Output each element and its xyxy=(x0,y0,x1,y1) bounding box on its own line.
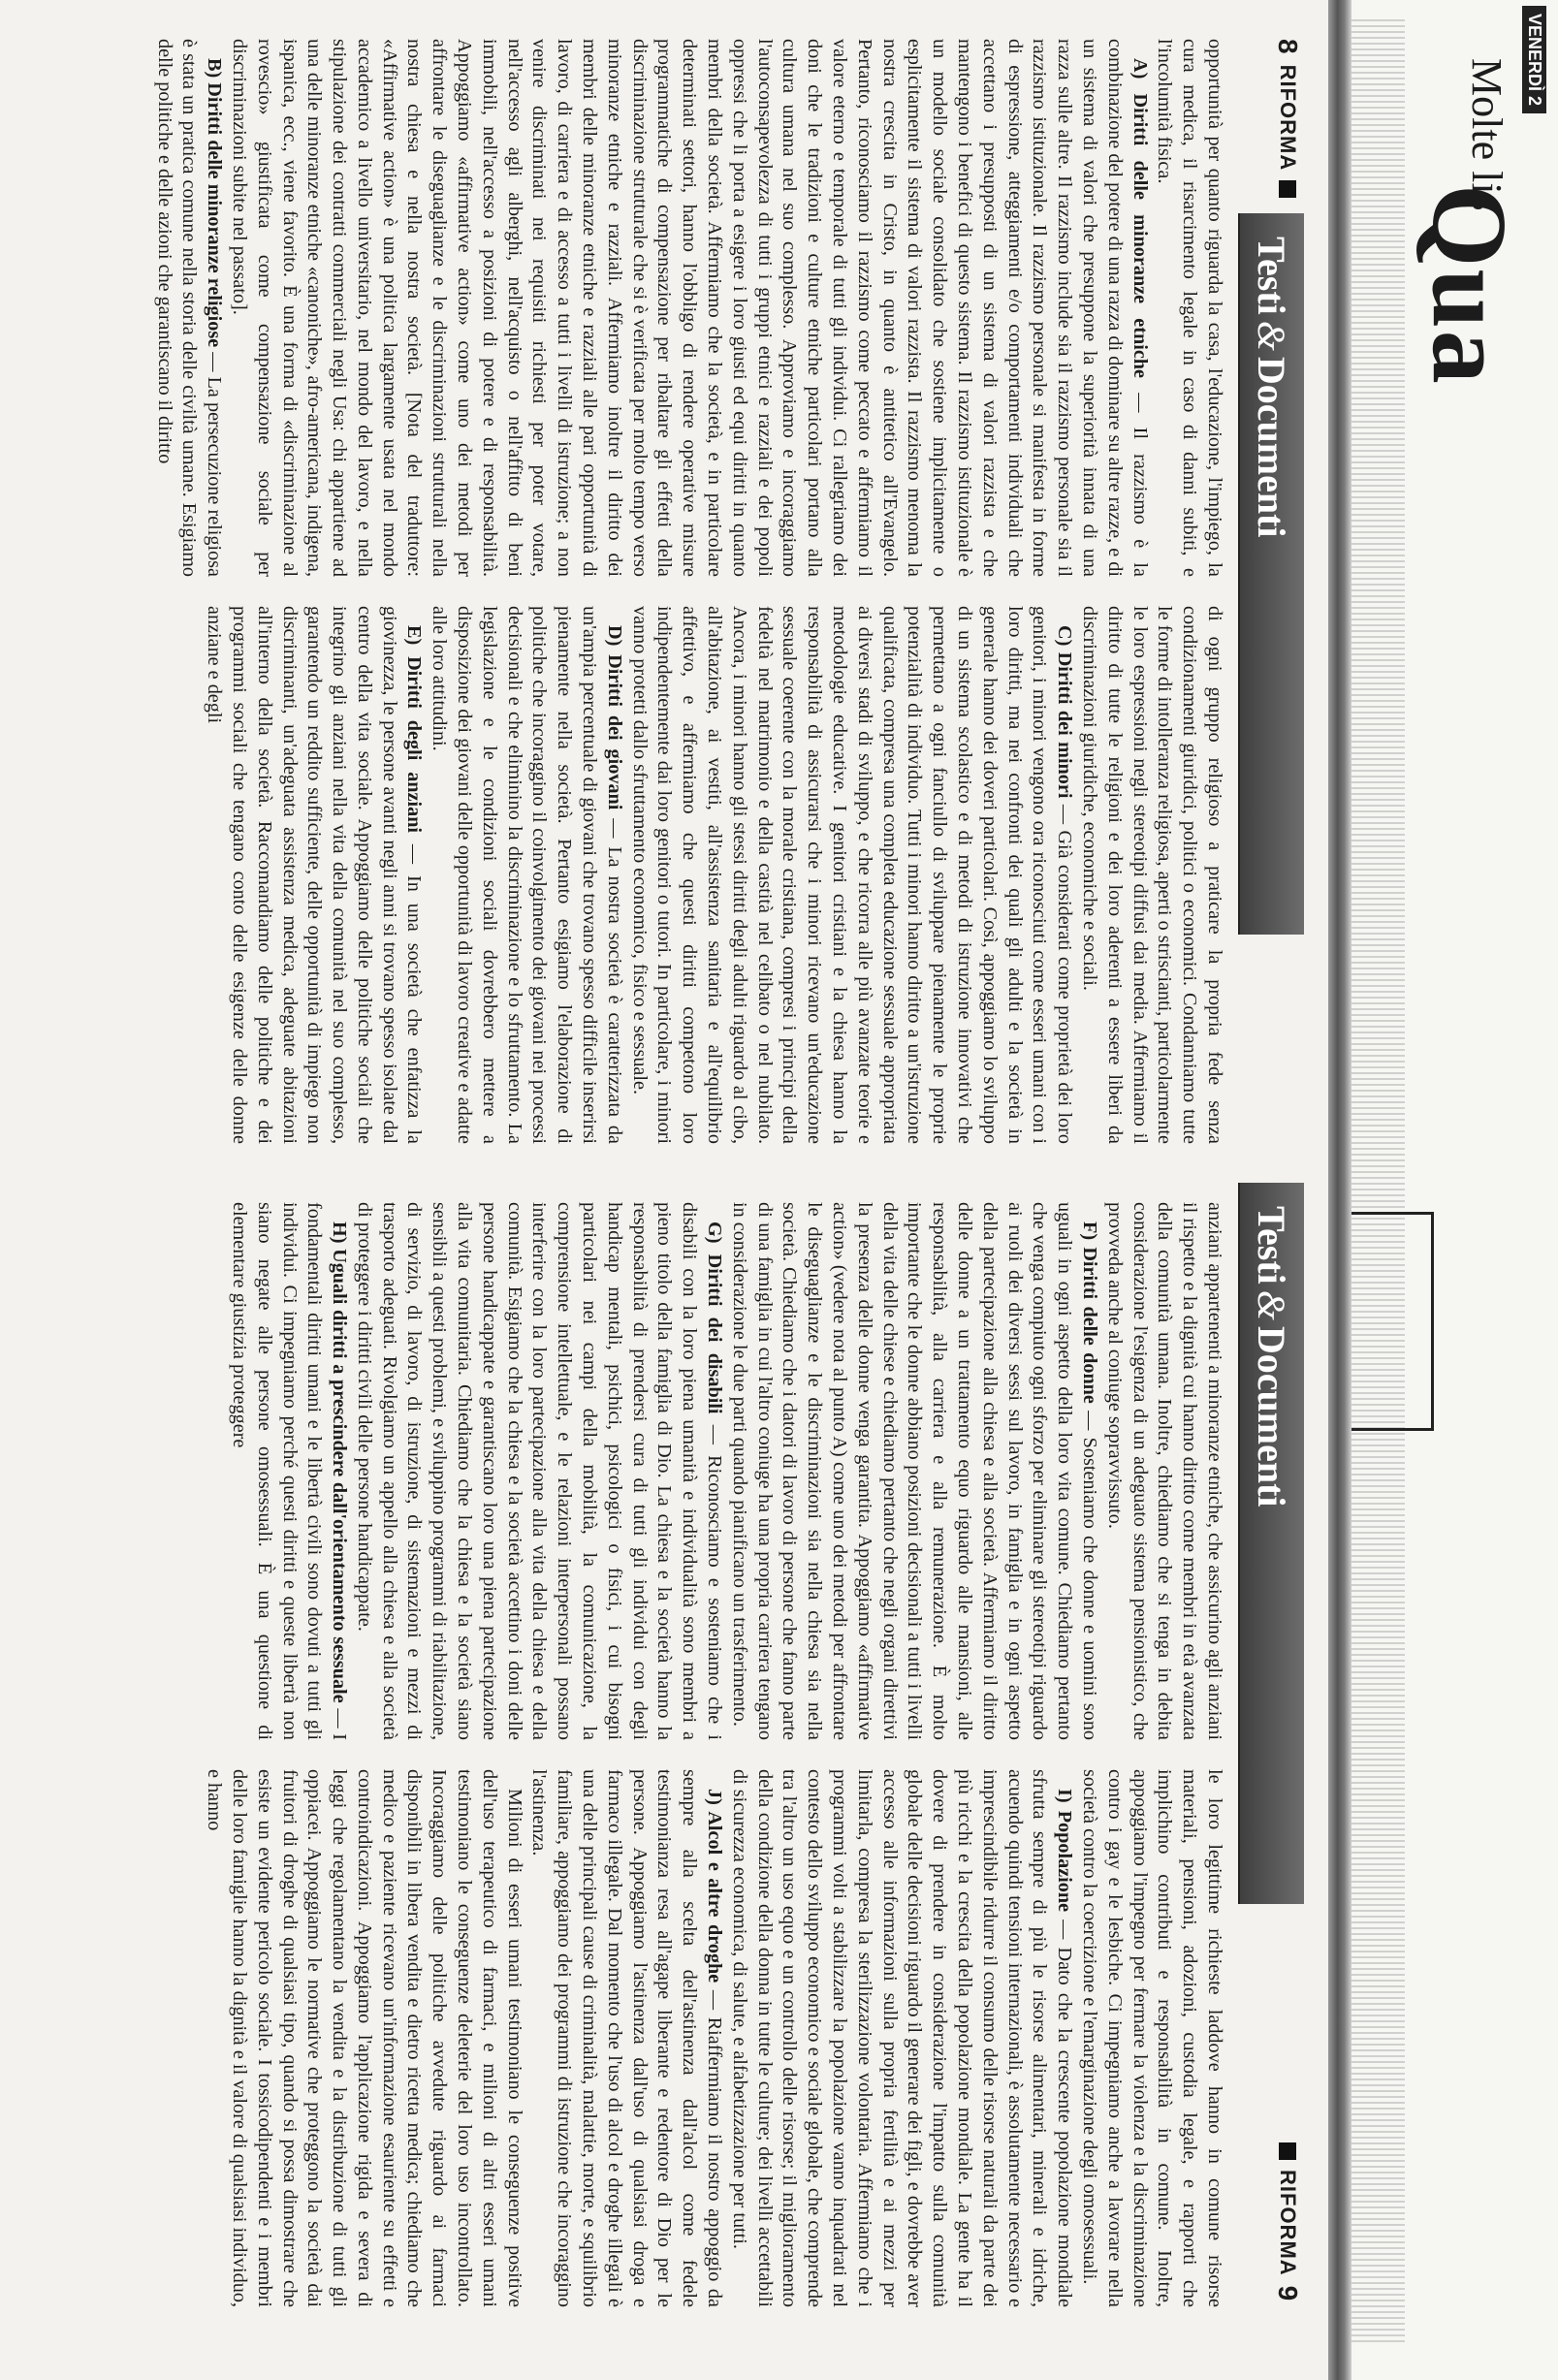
section-paragraph xyxy=(351,1202,726,1740)
text-column-4 xyxy=(44,1769,1226,2307)
paragraph-text: — La nostra società è caratterizzata da un'ampia percentuale di giovani che trovano spesso difficile inserirsi pienamente nella società. Pertanto esigiamo l'elaborazione di politiche che incoraggino il coinvolgimento dei giovani nei processi decisionali e che eliminino la discriminazione e lo sfruttamento. La legislazione e le condizioni sociali dovrebbero mettere a disposizione dei giovani delle opportunità di lavoro creative e adatte alle loro attitudini. xyxy=(429,606,625,1144)
section-banner-right xyxy=(1240,1183,1304,1904)
section-paragraph xyxy=(726,1202,1101,1740)
adjacent-boxed-item xyxy=(1351,1212,1434,1431)
tab-marker xyxy=(1279,2142,1296,2160)
section-heading: A) Diritti delle minoranze etniche xyxy=(1129,58,1151,378)
article-body xyxy=(44,39,1226,2346)
paragraph-text: — Sosteniamo che donne e uomini sono uguali in ogni aspetto della loro vita comune. Chiediamo pertanto che venga compiuto ogni sforzo per eliminare gli stereotipi riguardo ai ruoli dei diversi sessi sul lavoro, in famiglia e in ogni aspetto della partecipazione alla chiesa e alla società. Affermiamo il diritto delle donne a un trattamento equo riguardo alle mansioni, alle responsabilità, alla carriera e alla remunerazione. È molto importante che le donne abbiano posizioni decisionali a tutti i livelli della vita delle chiese e chiediamo pertanto che negli organi direttivi la presenza delle donne venga garantita. Appoggiamo «affirmative action» (vedere nota al punto A) come uno dei metodi per affrontare le diseguaglianze e le discriminazioni sia nella chiesa sia nella società. Chiediamo che i datori di lavoro di persone che fanno parte di una famiglia in cui l'altro coniuge ha una propria carriera tengano in considerazione le due parti quando pianificano un trasferimento. xyxy=(728,1202,1101,1740)
page-tab-right xyxy=(1271,2142,1304,2336)
section-heading: J) Alcol e altre droghe xyxy=(704,1789,726,1983)
text-column-3 xyxy=(44,1202,1226,1740)
paragraph-text: — In una società che enfatizza la giovinezza, le persone avanti negli anni si trovano spesso isolate dal centro della vita sociale. Appoggiamo delle politiche sociali che integrino gli anziani nella vita della comunità nel suo complesso, garantendo un reddito sufficiente, delle opportunità di impiego non discriminanti, un'adeguata assistenza medica, adeguate abitazioni all'interno della società. Raccomandiamo delle politiche e dei programmi sociali che tengano conto delle esigenze delle donne anziane e degli xyxy=(204,606,426,1144)
body-paragraph xyxy=(1101,1202,1226,1740)
body-paragraph xyxy=(1152,39,1226,577)
section-paragraph xyxy=(201,606,426,1144)
adjacent-text-lines xyxy=(1351,19,1405,2346)
body-paragraph xyxy=(201,1769,525,2307)
section-paragraph xyxy=(427,606,626,1144)
banner-ampersand: & xyxy=(1250,1289,1294,1320)
section-paragraph xyxy=(626,606,1076,1144)
adjacent-date: VENERDÌ 2 xyxy=(1522,6,1546,113)
section-heading: B) Diritti delle minoranze religiose xyxy=(204,58,226,348)
paragraph-text: — Già considerati come proprietà dei loro genitori, i minori vengono ora riconosciuti come esseri umani con i loro diritti, ma nei confronti dei quali gli adulti e la società in generale hanno dei doveri particolari. Così, appoggiamo lo sviluppo di un sistema scolastico e di metodi di istruzione innovativi che permettano a ogni fanciullo di sviluppare pienamente le proprie potenzialità di individuo. Tutti i minori hanno diritto a un'istruzione qualificata, compresa una completa educazione sessuale appropriata ai diversi stadi di sviluppo, e che ricorra alle più avanzate teorie e metodologie educative. I genitori cristiani e la chiesa hanno la responsabilità di assicurarsi che i minori ricevano un'educazione sessuale coerente con la morale cristiana, compresi i principi della fedeltà nel matrimonio e della castità nel celibato o nel nubilato. Ancora, i minori hanno gli stessi diritti degli adulti riguardo al cibo, all'abitazione, ai vestiti, all'assistenza sanitaria e all'equilibrio affettivo, e affermiamo che questi diritti competono loro indipendentemente dai loro genitori o tutori. In particolare, i minori vanno protetti dallo sfruttamento economico, fisico e sessuale. xyxy=(628,606,1076,1144)
paragraph-text: — Riaffermiamo il nostro appoggio da sempre alla scelta dell'astinenza dall'alcol come fedele testimonianza resa all'agape liberante e redentore di Dio per le persone. Appoggiamo l'astinenza dall'uso di qualsiasi droga e farmaco illegale. Dal momento che l'uso di alcol e droghe illegali è una delle principali cause di criminalità, malattie, morte, e squilibrio familiare, appoggiamo dei programmi di istruzione che incoraggino l'astinenza. xyxy=(528,1769,726,2307)
section-heading: H) Uguali diritti a prescindere dall'orientamento sessuale xyxy=(329,1222,351,1703)
page-tab-left xyxy=(1271,39,1304,233)
paragraph-text: — Il razzismo è la combinazione del potere di una razza di dominare su altre razze, e di un sistema di valori che presuppone la superiorità innata di una razza sulle altre. Il razzismo include sia il razzismo personale sia il razzismo istituzionale. Il razzismo personale si manifesta in forme di espressione, atteggiamenti e/o comportamenti individuali che accettano i presupposti di un sistema di valori razzista e che mantengono i benefici di questo sistema. Il razzismo istituzionale è un modello sociale consolidato che sostiene implicitamente o esplicitamente il sistema di valori razzista. Il razzismo menoma la nostra crescita in Cristo, in quanto è antitetico all'Evangelo. Pertanto, riconosciamo il razzismo come peccato e affermiamo il valore eterno e temporale di tutti gli individui. Ci rallegriamo dei doni che le tradizioni e culture etniche particolari portano alla cultura umana nel suo complesso. Approviamo e incoraggiamo l'autoconsapevolezza di tutti i gruppi etnici e razziali e dei popoli oppressi che li porta a esigere i loro giusti ed equi diritti in quanto membri della società. Affermiamo che la società, e in particolare determinati settori, hanno l'obbligo di rendere operative misure programmatiche di compensazione per ribaltare gli effetti della discriminazione strutturale che si è verificata per molto tempo verso minoranze etniche e razziali. Affermiamo inoltre il diritto dei membri delle minoranze etniche e razziali alle pari opportunità di lavoro, di carriera e di accesso a tutti i livelli di istruzione; a non venire discriminati nei requisiti richiesti per poter votare, nell'accesso agli alberghi, nell'acquisto o nell'affitto di beni immobili, nell'accesso a posizioni di potere e di responsabilità. Appoggiamo «affirmative action» come uno dei metodi per affrontare le diseguaglianze e le discriminazioni strutturali nella nostra chiesa e nella nostra società. [Nota del traduttore: «Affirmative action» è una politica largamente usata nel mondo accademico a livello universitario, nel mondo del lavoro, e nella stipulazione dei contratti commerciali negli Usa: chi appartiene ad una delle minoranze etniche «canoniche», afro-americana, indigena, ispanica, ecc., viene favorito. È una forma di «discriminazione al rovescio» giustificata come compensazione sociale per discriminazioni subite nel passato]. xyxy=(228,39,1151,577)
tab-marker xyxy=(1279,180,1296,198)
section-heading: E) Diritti degli anziani xyxy=(403,625,426,834)
section-heading: F) Diritti delle donne xyxy=(1079,1222,1101,1404)
paragraph-text: — I fondamentali diritti umani e le libertà civili sono dovuti a tutti gli individui. Ci impegniamo perché questi diritti e queste libertà non siano negate alle persone omosessuali. È una questione di elementare giustizia proteggere xyxy=(228,1202,351,1740)
page-number: 9 xyxy=(1273,2285,1303,2302)
page-gutter xyxy=(1328,0,1351,2380)
section-banner-left xyxy=(1240,213,1304,935)
publication-name: RIFORMA xyxy=(1276,2170,1300,2276)
banner-word-2: Documenti xyxy=(1250,356,1294,538)
paragraph-text: — Riconosciamo e sosteniamo che i disabili con la loro piena umanità e individualità sono membri a pieno titolo della famiglia di Dio. La chiesa e la società hanno la responsabilità di prendersi cura di tutti gli individui con degli handicap mentali, psichici, psicologici o fisici, i cui bisogni particolari nei campi della mobilità, la comunicazione, la comprensione intellettuale, e le relazioni interpersonali possano interferire con la loro partecipazione alla vita della chiesa e della comunità. Esigiamo che la chiesa e la società accettino i doni delle persone handicappate e garantiscano loro una piena partecipazione alla vita comunitaria. Chiediamo che la chiesa e la società siano sensibili a questi problemi, e sviluppino programmi di riabilitazione, di servizio, di lavoro, di istruzione, di sistemazioni e mezzi di trasporto adeguati. Rivolgiamo un appello alla chiesa e alla società di proteggere i diritti civili delle persone handicappate. xyxy=(353,1202,726,1740)
paragraph-text: di ogni gruppo religioso a praticare la propria fede senza condizionamenti giuridici, politici o economici. Condanniamo tutte le forme di intolleranza religiosa, aperti o striscianti, particolarmente le loro espressioni negli stereotipi diffusi dai media. Affermiamo il diritto di tutte le religioni e dei loro aderenti a essere liberi da discriminazioni giuridiche, economiche e sociali. xyxy=(1079,606,1225,1144)
section-paragraph xyxy=(726,1769,1076,2307)
page-number: 8 xyxy=(1273,39,1303,55)
section-heading: D) Diritti dei giovani xyxy=(603,625,625,810)
adjacent-kicker: Molte lis xyxy=(1463,58,1510,211)
section-paragraph xyxy=(526,1769,726,2307)
body-paragraph xyxy=(1076,1769,1226,2307)
rotated-spread xyxy=(34,39,1323,2346)
body-paragraph xyxy=(1076,606,1226,1144)
banner-word-1: Testi xyxy=(1250,1206,1294,1285)
banner-ampersand: & xyxy=(1250,320,1294,351)
section-paragraph xyxy=(151,39,226,577)
banner-word-1: Testi xyxy=(1250,237,1294,315)
section-heading: I) Popolazione xyxy=(1054,1789,1076,1913)
paragraph-text: — La persecuzione religiosa è stata un pratica comune nella storia delle civiltà umane. Esigiamo delle politiche e delle azioni che garantiscano il diritto xyxy=(153,39,226,577)
section-paragraph xyxy=(226,1202,351,1740)
paragraph-text: — Dato che la crescente popolazione mondiale sfrutta sempre di più le risorse alimentari, minerali e idriche, acuendo quindi tensioni internazionali, è assolutamente necessario e imprescindibile ridurre il consumo delle risorse naturali da parte dei più ricchi e la crescita della popolazione mondiale. La gente ha il dovere di prendere in considerazione l'impatto sulla comunità globale delle decisioni riguardo il generare dei figli, e dovrebbe aver accesso alle informazioni sulla propria fertilità e ai mezzi per limitarla, compresa la sterilizzazione volontaria. Affermiamo che i programmi volti a stabilizzare la popolazione vanno inquadrati nel contesto dello sviluppo economico e sociale globale, che comprende tra l'altro un uso equo e un controllo delle risorse; il miglioramento della condizione della donna in tutte le culture; dei livelli accettabili di sicurezza economica, di salute, e alfabetizzazione per tutti. xyxy=(728,1769,1076,2307)
adjacent-page-fragment xyxy=(1351,0,1558,2380)
paragraph-text: opportunità per quanto riguarda la casa, l'educazione, l'impiego, la cura medica, il risarcimento legale in caso di danni subiti, e l'incolumità fisica. xyxy=(1154,39,1225,577)
paragraph-text: le loro legittime richieste laddove hanno in comune risorse materiali, pensioni, adozioni, custodia legale, e rapporti che implichino contributi e responsabilità in comune. Inoltre, appoggiamo l'impegno per fermare la violenza e la discriminazione contro i gay e le lesbiche. Ci impegniamo anche a lavorare nella società contro la coercizione e l'emarginazione degli omosessuali. xyxy=(1079,1769,1225,2307)
text-column-1 xyxy=(44,39,1226,577)
publication-name: RIFORMA xyxy=(1276,64,1300,172)
section-heading: C) Diritti dei minori xyxy=(1054,625,1076,799)
adjacent-headline: Qua xyxy=(1411,184,1529,386)
section-heading: G) Diritti dei disabili xyxy=(704,1222,726,1414)
paragraph-text: Milioni di esseri umani testimoniano le conseguenze positive dell'uso terapeutico di farmaci, e milioni di altri esseri umani testimoniano le conseguenze deleterie del loro uso incontrollato. Incoraggiamo delle politiche avvedute riguardo ai farmaci disponibili in libera vendita e dietro ricetta medica; chiediamo che medico e paziente ricevano un'informazione esauriente su effetti e controindicazioni. Appoggiamo l'applicazione rigida e severa di leggi che regolamentano la vendita e la distribuzione di tutti gli oppiacei. Appoggiamo le normative che proteggono la società dai fruitori di droghe di qualsiasi tipo, quando si possa dimostrare che esiste un evidente pericolo sociale. I tossicodipendenti e i membri delle loro famiglie hanno la dignità e il valore di qualsiasi individuo, e hanno xyxy=(204,1769,525,2307)
banner-word-2: Documenti xyxy=(1250,1325,1294,1507)
section-paragraph xyxy=(226,39,1151,577)
paragraph-text: anziani appartenenti a minoranze etniche, che assicurino agli anziani il rispetto e la dignità cui hanno diritto come membri in età avanzata della comunità umana. Inoltre, chiediamo che si tenga in debita considerazione l'esigenza di un adeguato sistema pensionistico, che provveda anche al coniuge sopravvissuto. xyxy=(1103,1202,1225,1740)
text-column-2 xyxy=(44,606,1226,1144)
